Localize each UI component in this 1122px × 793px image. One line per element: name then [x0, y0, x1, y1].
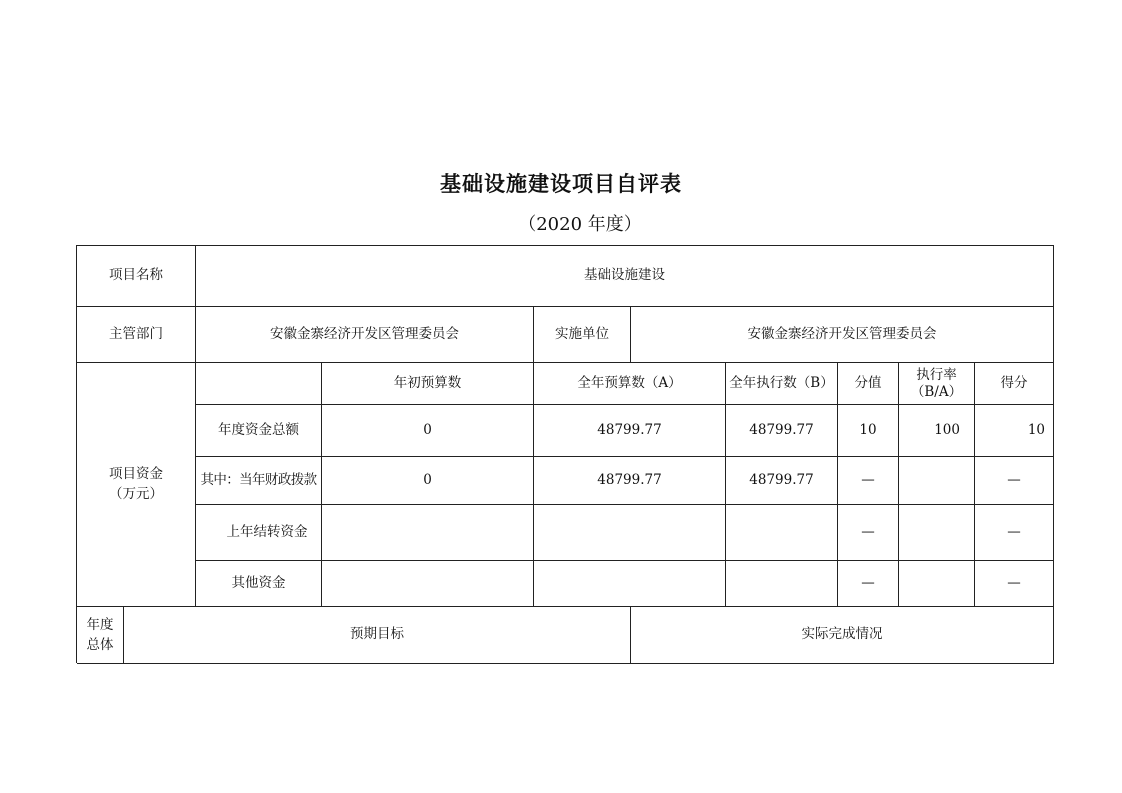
row-label: 年度资金总额: [196, 405, 322, 457]
header-score-value: 分值: [838, 363, 899, 405]
impl-label: 实施单位: [534, 307, 631, 363]
annual-overall-line2: 总体: [86, 637, 114, 653]
row-initial-budget: 0: [322, 457, 534, 505]
funds-label-line2: （万元）: [109, 485, 163, 502]
row-score-value: —: [838, 561, 899, 607]
row-exec-rate: [899, 561, 975, 607]
header-exec-rate-line1: 执行率: [916, 366, 957, 383]
header-exec-rate-line2: （B/A）: [910, 383, 963, 400]
header-score: 得分: [975, 363, 1054, 405]
row-annual-exec: 48799.77: [726, 405, 838, 457]
impl-value: 安徽金寨经济开发区管理委员会: [631, 307, 1054, 363]
actual-completion-header: 实际完成情况: [631, 607, 1054, 664]
row-annual-exec: [726, 561, 838, 607]
row-annual-budget: [534, 505, 726, 561]
row-exec-rate: [899, 457, 975, 505]
row-annual-budget: 48799.77: [534, 405, 726, 457]
row-initial-budget: [322, 561, 534, 607]
project-name-label: 项目名称: [77, 246, 196, 307]
row-score: —: [975, 505, 1054, 561]
header-blank: [196, 363, 322, 405]
row-label: 其中：当年财政拨款: [196, 457, 322, 505]
annual-overall-label: [77, 607, 124, 664]
row-score: —: [975, 457, 1054, 505]
dept-value: 安徽金寨经济开发区管理委员会: [196, 307, 534, 363]
row-initial-budget: 0: [322, 405, 534, 457]
header-exec-rate: [899, 363, 975, 405]
self-evaluation-table: [76, 245, 1054, 663]
dept-label: 主管部门: [77, 307, 196, 363]
row-exec-rate: [899, 505, 975, 561]
row-annual-budget: 48799.77: [534, 457, 726, 505]
document-subtitle: （2020 年度）: [518, 214, 642, 235]
row-annual-budget: [534, 561, 726, 607]
row-score-value: —: [838, 505, 899, 561]
header-annual-exec: 全年执行数（B）: [726, 363, 838, 405]
header-annual-budget: 全年预算数（A）: [534, 363, 726, 405]
document-title: 基础设施建设项目自评表: [440, 172, 682, 196]
row-score: 10: [975, 405, 1054, 457]
row-label: 上年结转资金: [196, 505, 322, 561]
funds-label-line1: 项目资金: [109, 465, 163, 482]
row-initial-budget: [322, 505, 534, 561]
project-name-value: 基础设施建设: [196, 246, 1054, 307]
row-annual-exec: 48799.77: [726, 457, 838, 505]
row-exec-rate: 100: [899, 405, 975, 457]
row-score: —: [975, 561, 1054, 607]
funds-label: [77, 363, 196, 607]
row-score-value: 10: [838, 405, 899, 457]
annual-overall-line1: 年度: [86, 616, 114, 633]
header-initial-budget: 年初预算数: [322, 363, 534, 405]
row-score-value: —: [838, 457, 899, 505]
expected-goal-header: 预期目标: [124, 607, 631, 664]
row-label: 其他资金: [196, 561, 322, 607]
row-annual-exec: [726, 505, 838, 561]
